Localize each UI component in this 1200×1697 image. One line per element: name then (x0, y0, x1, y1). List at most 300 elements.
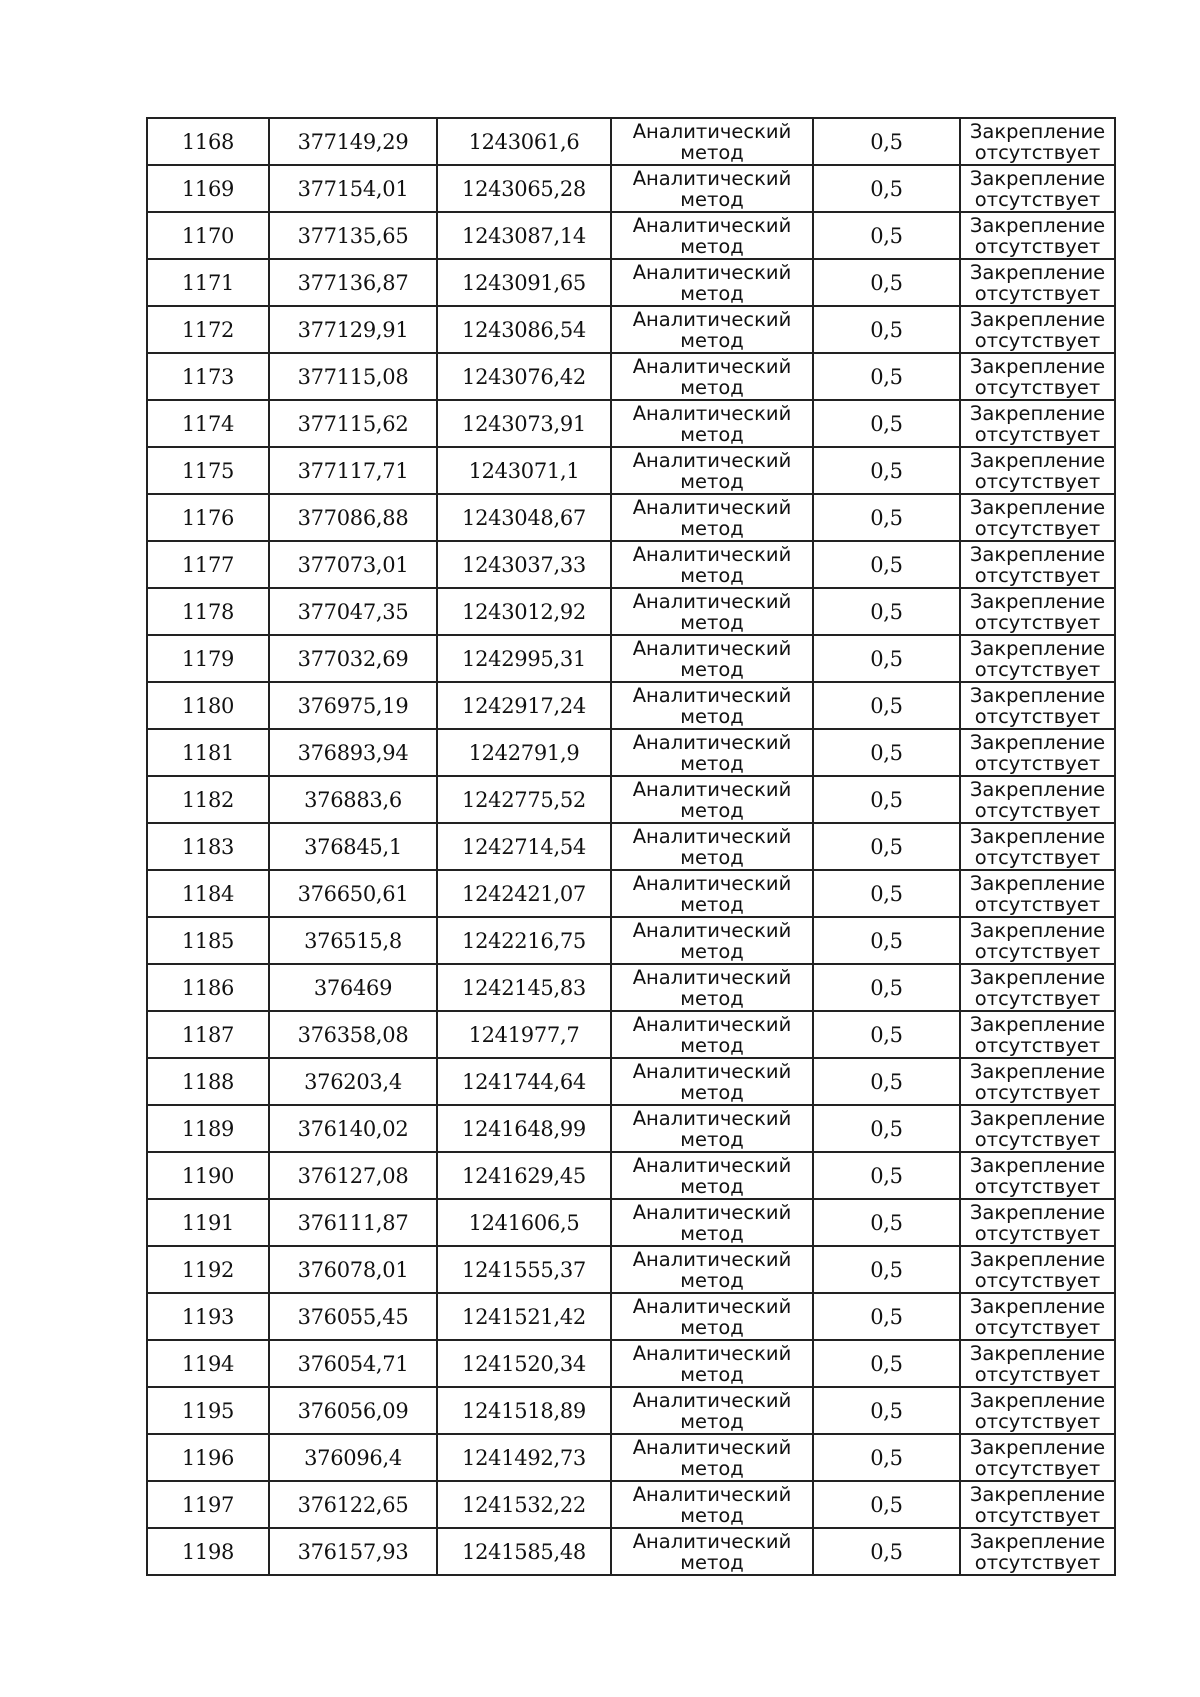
method-line-1: Аналитический (632, 730, 792, 754)
method-line-2: метод (680, 1268, 744, 1292)
point-number-cell: 1182 (147, 776, 269, 823)
point-number-cell: 1187 (147, 1011, 269, 1058)
fixing-line-2: отсутствует (974, 1080, 1101, 1104)
y-coordinate-cell: 1243048,67 (437, 494, 611, 541)
fixing-cell (960, 870, 1115, 917)
y-coordinate-cell: 1243061,6 (437, 118, 611, 165)
fixing-line-1: Закрепление (969, 1153, 1106, 1177)
method-cell (611, 1340, 813, 1387)
table-row (147, 1481, 1115, 1528)
method-line-2: метод (680, 1362, 744, 1386)
point-number-cell: 1190 (147, 1152, 269, 1199)
x-coordinate-cell: 377129,91 (269, 306, 437, 353)
accuracy-cell: 0,5 (813, 1199, 960, 1246)
point-number-cell: 1188 (147, 1058, 269, 1105)
method-cell (611, 306, 813, 353)
method-line-1: Аналитический (632, 636, 792, 660)
fixing-line-1: Закрепление (969, 213, 1106, 237)
method-line-1: Аналитический (632, 1341, 792, 1365)
coordinates-table-body (147, 118, 1115, 1575)
method-cell (611, 1011, 813, 1058)
method-line-2: метод (680, 1174, 744, 1198)
method-line-2: метод (680, 1033, 744, 1057)
method-line-1: Аналитический (632, 1059, 792, 1083)
x-coordinate-cell: 377115,62 (269, 400, 437, 447)
point-number-cell: 1191 (147, 1199, 269, 1246)
y-coordinate-cell: 1241648,99 (437, 1105, 611, 1152)
table-row (147, 1199, 1115, 1246)
accuracy-cell: 0,5 (813, 1011, 960, 1058)
method-line-1: Аналитический (632, 213, 792, 237)
y-coordinate-cell: 1243076,42 (437, 353, 611, 400)
fixing-line-1: Закрепление (969, 824, 1106, 848)
fixing-line-1: Закрепление (969, 307, 1106, 331)
y-coordinate-cell: 1241532,22 (437, 1481, 611, 1528)
fixing-cell (960, 1434, 1115, 1481)
point-number-cell: 1183 (147, 823, 269, 870)
point-number-cell: 1171 (147, 259, 269, 306)
method-line-2: метод (680, 563, 744, 587)
y-coordinate-cell: 1243086,54 (437, 306, 611, 353)
method-line-2: метод (680, 140, 744, 164)
point-number-cell: 1181 (147, 729, 269, 776)
table-row (147, 776, 1115, 823)
x-coordinate-cell: 377086,88 (269, 494, 437, 541)
accuracy-cell: 0,5 (813, 635, 960, 682)
accuracy-cell: 0,5 (813, 118, 960, 165)
table-row (147, 353, 1115, 400)
y-coordinate-cell: 1241606,5 (437, 1199, 611, 1246)
point-number-cell: 1174 (147, 400, 269, 447)
method-line-2: метод (680, 986, 744, 1010)
fixing-line-2: отсутствует (974, 751, 1101, 775)
point-number-cell: 1193 (147, 1293, 269, 1340)
method-line-1: Аналитический (632, 1153, 792, 1177)
x-coordinate-cell: 377117,71 (269, 447, 437, 494)
fixing-cell (960, 1528, 1115, 1575)
fixing-line-2: отсутствует (974, 1127, 1101, 1151)
table-row (147, 306, 1115, 353)
fixing-line-2: отсутствует (974, 1221, 1101, 1245)
accuracy-cell: 0,5 (813, 447, 960, 494)
fixing-line-1: Закрепление (969, 1482, 1106, 1506)
fixing-cell (960, 964, 1115, 1011)
method-line-1: Аналитический (632, 166, 792, 190)
fixing-line-2: отсутствует (974, 986, 1101, 1010)
point-number-cell: 1172 (147, 306, 269, 353)
fixing-cell (960, 635, 1115, 682)
fixing-cell (960, 729, 1115, 776)
fixing-cell (960, 1340, 1115, 1387)
fixing-line-1: Закрепление (969, 589, 1106, 613)
coordinates-table (146, 117, 1116, 1576)
accuracy-cell: 0,5 (813, 870, 960, 917)
x-coordinate-cell: 376650,61 (269, 870, 437, 917)
accuracy-cell: 0,5 (813, 729, 960, 776)
method-line-2: метод (680, 469, 744, 493)
table-row (147, 447, 1115, 494)
y-coordinate-cell: 1242775,52 (437, 776, 611, 823)
table-row (147, 1246, 1115, 1293)
table-row (147, 259, 1115, 306)
method-cell (611, 1152, 813, 1199)
y-coordinate-cell: 1243065,28 (437, 165, 611, 212)
method-line-2: метод (680, 1503, 744, 1527)
fixing-cell (960, 1105, 1115, 1152)
x-coordinate-cell: 376157,93 (269, 1528, 437, 1575)
method-line-1: Аналитический (632, 871, 792, 895)
fixing-line-1: Закрепление (969, 1435, 1106, 1459)
point-number-cell: 1173 (147, 353, 269, 400)
point-number-cell: 1197 (147, 1481, 269, 1528)
table-row (147, 870, 1115, 917)
point-number-cell: 1169 (147, 165, 269, 212)
y-coordinate-cell: 1243037,33 (437, 541, 611, 588)
x-coordinate-cell: 376358,08 (269, 1011, 437, 1058)
method-cell (611, 823, 813, 870)
fixing-line-1: Закрепление (969, 542, 1106, 566)
x-coordinate-cell: 376883,6 (269, 776, 437, 823)
method-line-1: Аналитический (632, 1529, 792, 1553)
table-row (147, 1058, 1115, 1105)
method-line-1: Аналитический (632, 448, 792, 472)
point-number-cell: 1168 (147, 118, 269, 165)
y-coordinate-cell: 1243073,91 (437, 400, 611, 447)
fixing-line-2: отсутствует (974, 845, 1101, 869)
table-row (147, 635, 1115, 682)
accuracy-cell: 0,5 (813, 964, 960, 1011)
fixing-cell (960, 1246, 1115, 1293)
method-cell (611, 588, 813, 635)
point-number-cell: 1176 (147, 494, 269, 541)
fixing-line-2: отсутствует (974, 1268, 1101, 1292)
fixing-line-2: отсутствует (974, 375, 1101, 399)
fixing-line-2: отсутствует (974, 281, 1101, 305)
fixing-line-1: Закрепление (969, 401, 1106, 425)
fixing-cell (960, 682, 1115, 729)
accuracy-cell: 0,5 (813, 823, 960, 870)
method-line-2: метод (680, 1550, 744, 1574)
fixing-cell (960, 1011, 1115, 1058)
method-cell (611, 964, 813, 1011)
method-line-2: метод (680, 1080, 744, 1104)
method-line-1: Аналитический (632, 495, 792, 519)
x-coordinate-cell: 376515,8 (269, 917, 437, 964)
method-line-1: Аналитический (632, 965, 792, 989)
fixing-line-2: отсутствует (974, 234, 1101, 258)
x-coordinate-cell: 377149,29 (269, 118, 437, 165)
fixing-cell (960, 165, 1115, 212)
x-coordinate-cell: 377047,35 (269, 588, 437, 635)
method-line-1: Аналитический (632, 1482, 792, 1506)
fixing-line-2: отсутствует (974, 187, 1101, 211)
table-row (147, 1011, 1115, 1058)
method-cell (611, 1293, 813, 1340)
fixing-line-2: отсутствует (974, 610, 1101, 634)
accuracy-cell: 0,5 (813, 212, 960, 259)
method-cell (611, 635, 813, 682)
accuracy-cell: 0,5 (813, 1105, 960, 1152)
table-row (147, 1105, 1115, 1152)
method-line-1: Аналитический (632, 589, 792, 613)
accuracy-cell: 0,5 (813, 1481, 960, 1528)
x-coordinate-cell: 376056,09 (269, 1387, 437, 1434)
method-cell (611, 776, 813, 823)
fixing-cell (960, 1387, 1115, 1434)
fixing-line-2: отсутствует (974, 1456, 1101, 1480)
accuracy-cell: 0,5 (813, 682, 960, 729)
fixing-line-1: Закрепление (969, 119, 1106, 143)
accuracy-cell: 0,5 (813, 917, 960, 964)
table-row (147, 682, 1115, 729)
x-coordinate-cell: 376122,65 (269, 1481, 437, 1528)
fixing-line-1: Закрепление (969, 1200, 1106, 1224)
point-number-cell: 1180 (147, 682, 269, 729)
fixing-line-1: Закрепление (969, 871, 1106, 895)
accuracy-cell: 0,5 (813, 494, 960, 541)
method-line-2: метод (680, 751, 744, 775)
fixing-line-2: отсутствует (974, 939, 1101, 963)
accuracy-cell: 0,5 (813, 588, 960, 635)
fixing-line-1: Закрепление (969, 495, 1106, 519)
method-cell (611, 212, 813, 259)
method-line-1: Аналитический (632, 542, 792, 566)
fixing-line-1: Закрепление (969, 636, 1106, 660)
accuracy-cell: 0,5 (813, 1152, 960, 1199)
fixing-line-2: отсутствует (974, 892, 1101, 916)
method-cell (611, 118, 813, 165)
method-line-1: Аналитический (632, 683, 792, 707)
fixing-cell (960, 212, 1115, 259)
method-line-1: Аналитический (632, 1294, 792, 1318)
method-line-2: метод (680, 1221, 744, 1245)
fixing-line-2: отсутствует (974, 328, 1101, 352)
method-line-2: метод (680, 939, 744, 963)
method-cell (611, 1199, 813, 1246)
accuracy-cell: 0,5 (813, 1340, 960, 1387)
accuracy-cell: 0,5 (813, 1293, 960, 1340)
fixing-line-1: Закрепление (969, 965, 1106, 989)
fixing-line-2: отсутствует (974, 1550, 1101, 1574)
fixing-line-1: Закрепление (969, 1247, 1106, 1271)
y-coordinate-cell: 1241555,37 (437, 1246, 611, 1293)
fixing-line-1: Закрепление (969, 730, 1106, 754)
point-number-cell: 1195 (147, 1387, 269, 1434)
point-number-cell: 1184 (147, 870, 269, 917)
method-cell (611, 494, 813, 541)
fixing-cell (960, 1152, 1115, 1199)
method-line-2: метод (680, 516, 744, 540)
y-coordinate-cell: 1242917,24 (437, 682, 611, 729)
table-row (147, 1152, 1115, 1199)
fixing-cell (960, 447, 1115, 494)
fixing-cell (960, 1058, 1115, 1105)
point-number-cell: 1170 (147, 212, 269, 259)
accuracy-cell: 0,5 (813, 165, 960, 212)
method-line-2: метод (680, 704, 744, 728)
fixing-line-2: отсутствует (974, 1174, 1101, 1198)
fixing-line-2: отсутствует (974, 1503, 1101, 1527)
accuracy-cell: 0,5 (813, 541, 960, 588)
x-coordinate-cell: 376054,71 (269, 1340, 437, 1387)
fixing-cell (960, 1199, 1115, 1246)
fixing-cell (960, 541, 1115, 588)
fixing-line-1: Закрепление (969, 1529, 1106, 1553)
y-coordinate-cell: 1241518,89 (437, 1387, 611, 1434)
point-number-cell: 1186 (147, 964, 269, 1011)
table-row (147, 118, 1115, 165)
method-line-2: метод (680, 422, 744, 446)
accuracy-cell: 0,5 (813, 306, 960, 353)
fixing-line-2: отсутствует (974, 422, 1101, 446)
fixing-cell (960, 588, 1115, 635)
method-line-1: Аналитический (632, 260, 792, 284)
method-line-1: Аналитический (632, 777, 792, 801)
y-coordinate-cell: 1241520,34 (437, 1340, 611, 1387)
table-row (147, 1293, 1115, 1340)
y-coordinate-cell: 1241744,64 (437, 1058, 611, 1105)
fixing-line-2: отсутствует (974, 516, 1101, 540)
method-line-1: Аналитический (632, 1012, 792, 1036)
fixing-line-1: Закрепление (969, 918, 1106, 942)
y-coordinate-cell: 1242995,31 (437, 635, 611, 682)
table-row (147, 212, 1115, 259)
y-coordinate-cell: 1242145,83 (437, 964, 611, 1011)
method-line-1: Аналитический (632, 354, 792, 378)
fixing-line-1: Закрепление (969, 1388, 1106, 1412)
fixing-cell (960, 776, 1115, 823)
x-coordinate-cell: 376975,19 (269, 682, 437, 729)
method-line-2: метод (680, 1409, 744, 1433)
x-coordinate-cell: 377115,08 (269, 353, 437, 400)
y-coordinate-cell: 1242714,54 (437, 823, 611, 870)
fixing-line-1: Закрепление (969, 260, 1106, 284)
table-row (147, 1434, 1115, 1481)
method-cell (611, 870, 813, 917)
method-cell (611, 1528, 813, 1575)
fixing-line-1: Закрепление (969, 777, 1106, 801)
accuracy-cell: 0,5 (813, 353, 960, 400)
point-number-cell: 1198 (147, 1528, 269, 1575)
x-coordinate-cell: 376078,01 (269, 1246, 437, 1293)
point-number-cell: 1185 (147, 917, 269, 964)
point-number-cell: 1175 (147, 447, 269, 494)
x-coordinate-cell: 377135,65 (269, 212, 437, 259)
method-line-1: Аналитический (632, 918, 792, 942)
table-row (147, 917, 1115, 964)
table-row (147, 729, 1115, 776)
fixing-line-1: Закрепление (969, 1294, 1106, 1318)
method-line-2: метод (680, 375, 744, 399)
accuracy-cell: 0,5 (813, 776, 960, 823)
fixing-line-2: отсутствует (974, 140, 1101, 164)
fixing-line-1: Закрепление (969, 448, 1106, 472)
table-row (147, 823, 1115, 870)
table-row (147, 964, 1115, 1011)
table-row (147, 165, 1115, 212)
point-number-cell: 1192 (147, 1246, 269, 1293)
fixing-line-1: Закрепление (969, 1341, 1106, 1365)
method-cell (611, 682, 813, 729)
fixing-cell (960, 353, 1115, 400)
method-line-1: Аналитический (632, 119, 792, 143)
x-coordinate-cell: 376203,4 (269, 1058, 437, 1105)
y-coordinate-cell: 1241492,73 (437, 1434, 611, 1481)
method-line-2: метод (680, 1456, 744, 1480)
point-number-cell: 1189 (147, 1105, 269, 1152)
fixing-cell (960, 1293, 1115, 1340)
method-line-1: Аналитический (632, 1106, 792, 1130)
x-coordinate-cell: 377136,87 (269, 259, 437, 306)
accuracy-cell: 0,5 (813, 400, 960, 447)
point-number-cell: 1196 (147, 1434, 269, 1481)
accuracy-cell: 0,5 (813, 1434, 960, 1481)
y-coordinate-cell: 1241629,45 (437, 1152, 611, 1199)
accuracy-cell: 0,5 (813, 259, 960, 306)
x-coordinate-cell: 376140,02 (269, 1105, 437, 1152)
method-cell (611, 1434, 813, 1481)
method-cell (611, 447, 813, 494)
method-line-2: метод (680, 892, 744, 916)
method-cell (611, 1481, 813, 1528)
fixing-line-1: Закрепление (969, 1012, 1106, 1036)
fixing-line-1: Закрепление (969, 354, 1106, 378)
accuracy-cell: 0,5 (813, 1246, 960, 1293)
x-coordinate-cell: 377032,69 (269, 635, 437, 682)
method-line-2: метод (680, 845, 744, 869)
table-row (147, 494, 1115, 541)
x-coordinate-cell: 376845,1 (269, 823, 437, 870)
method-cell (611, 1058, 813, 1105)
method-line-2: метод (680, 798, 744, 822)
method-line-2: метод (680, 610, 744, 634)
fixing-line-1: Закрепление (969, 1059, 1106, 1083)
fixing-cell (960, 917, 1115, 964)
method-line-2: метод (680, 1315, 744, 1339)
y-coordinate-cell: 1241585,48 (437, 1528, 611, 1575)
x-coordinate-cell: 376096,4 (269, 1434, 437, 1481)
x-coordinate-cell: 377154,01 (269, 165, 437, 212)
point-number-cell: 1194 (147, 1340, 269, 1387)
x-coordinate-cell: 376469 (269, 964, 437, 1011)
method-cell (611, 165, 813, 212)
point-number-cell: 1178 (147, 588, 269, 635)
fixing-line-1: Закрепление (969, 683, 1106, 707)
y-coordinate-cell: 1243087,14 (437, 212, 611, 259)
fixing-cell (960, 118, 1115, 165)
fixing-cell (960, 259, 1115, 306)
method-line-1: Аналитический (632, 824, 792, 848)
method-line-1: Аналитический (632, 1200, 792, 1224)
accuracy-cell: 0,5 (813, 1387, 960, 1434)
table-row (147, 541, 1115, 588)
table-row (147, 1387, 1115, 1434)
x-coordinate-cell: 376893,94 (269, 729, 437, 776)
accuracy-cell: 0,5 (813, 1528, 960, 1575)
y-coordinate-cell: 1241521,42 (437, 1293, 611, 1340)
method-cell (611, 400, 813, 447)
fixing-line-2: отсутствует (974, 1033, 1101, 1057)
method-cell (611, 1387, 813, 1434)
method-cell (611, 1105, 813, 1152)
x-coordinate-cell: 377073,01 (269, 541, 437, 588)
table-row (147, 1340, 1115, 1387)
x-coordinate-cell: 376055,45 (269, 1293, 437, 1340)
fixing-line-2: отсутствует (974, 798, 1101, 822)
fixing-line-2: отсутствует (974, 704, 1101, 728)
method-cell (611, 353, 813, 400)
method-line-2: метод (680, 281, 744, 305)
